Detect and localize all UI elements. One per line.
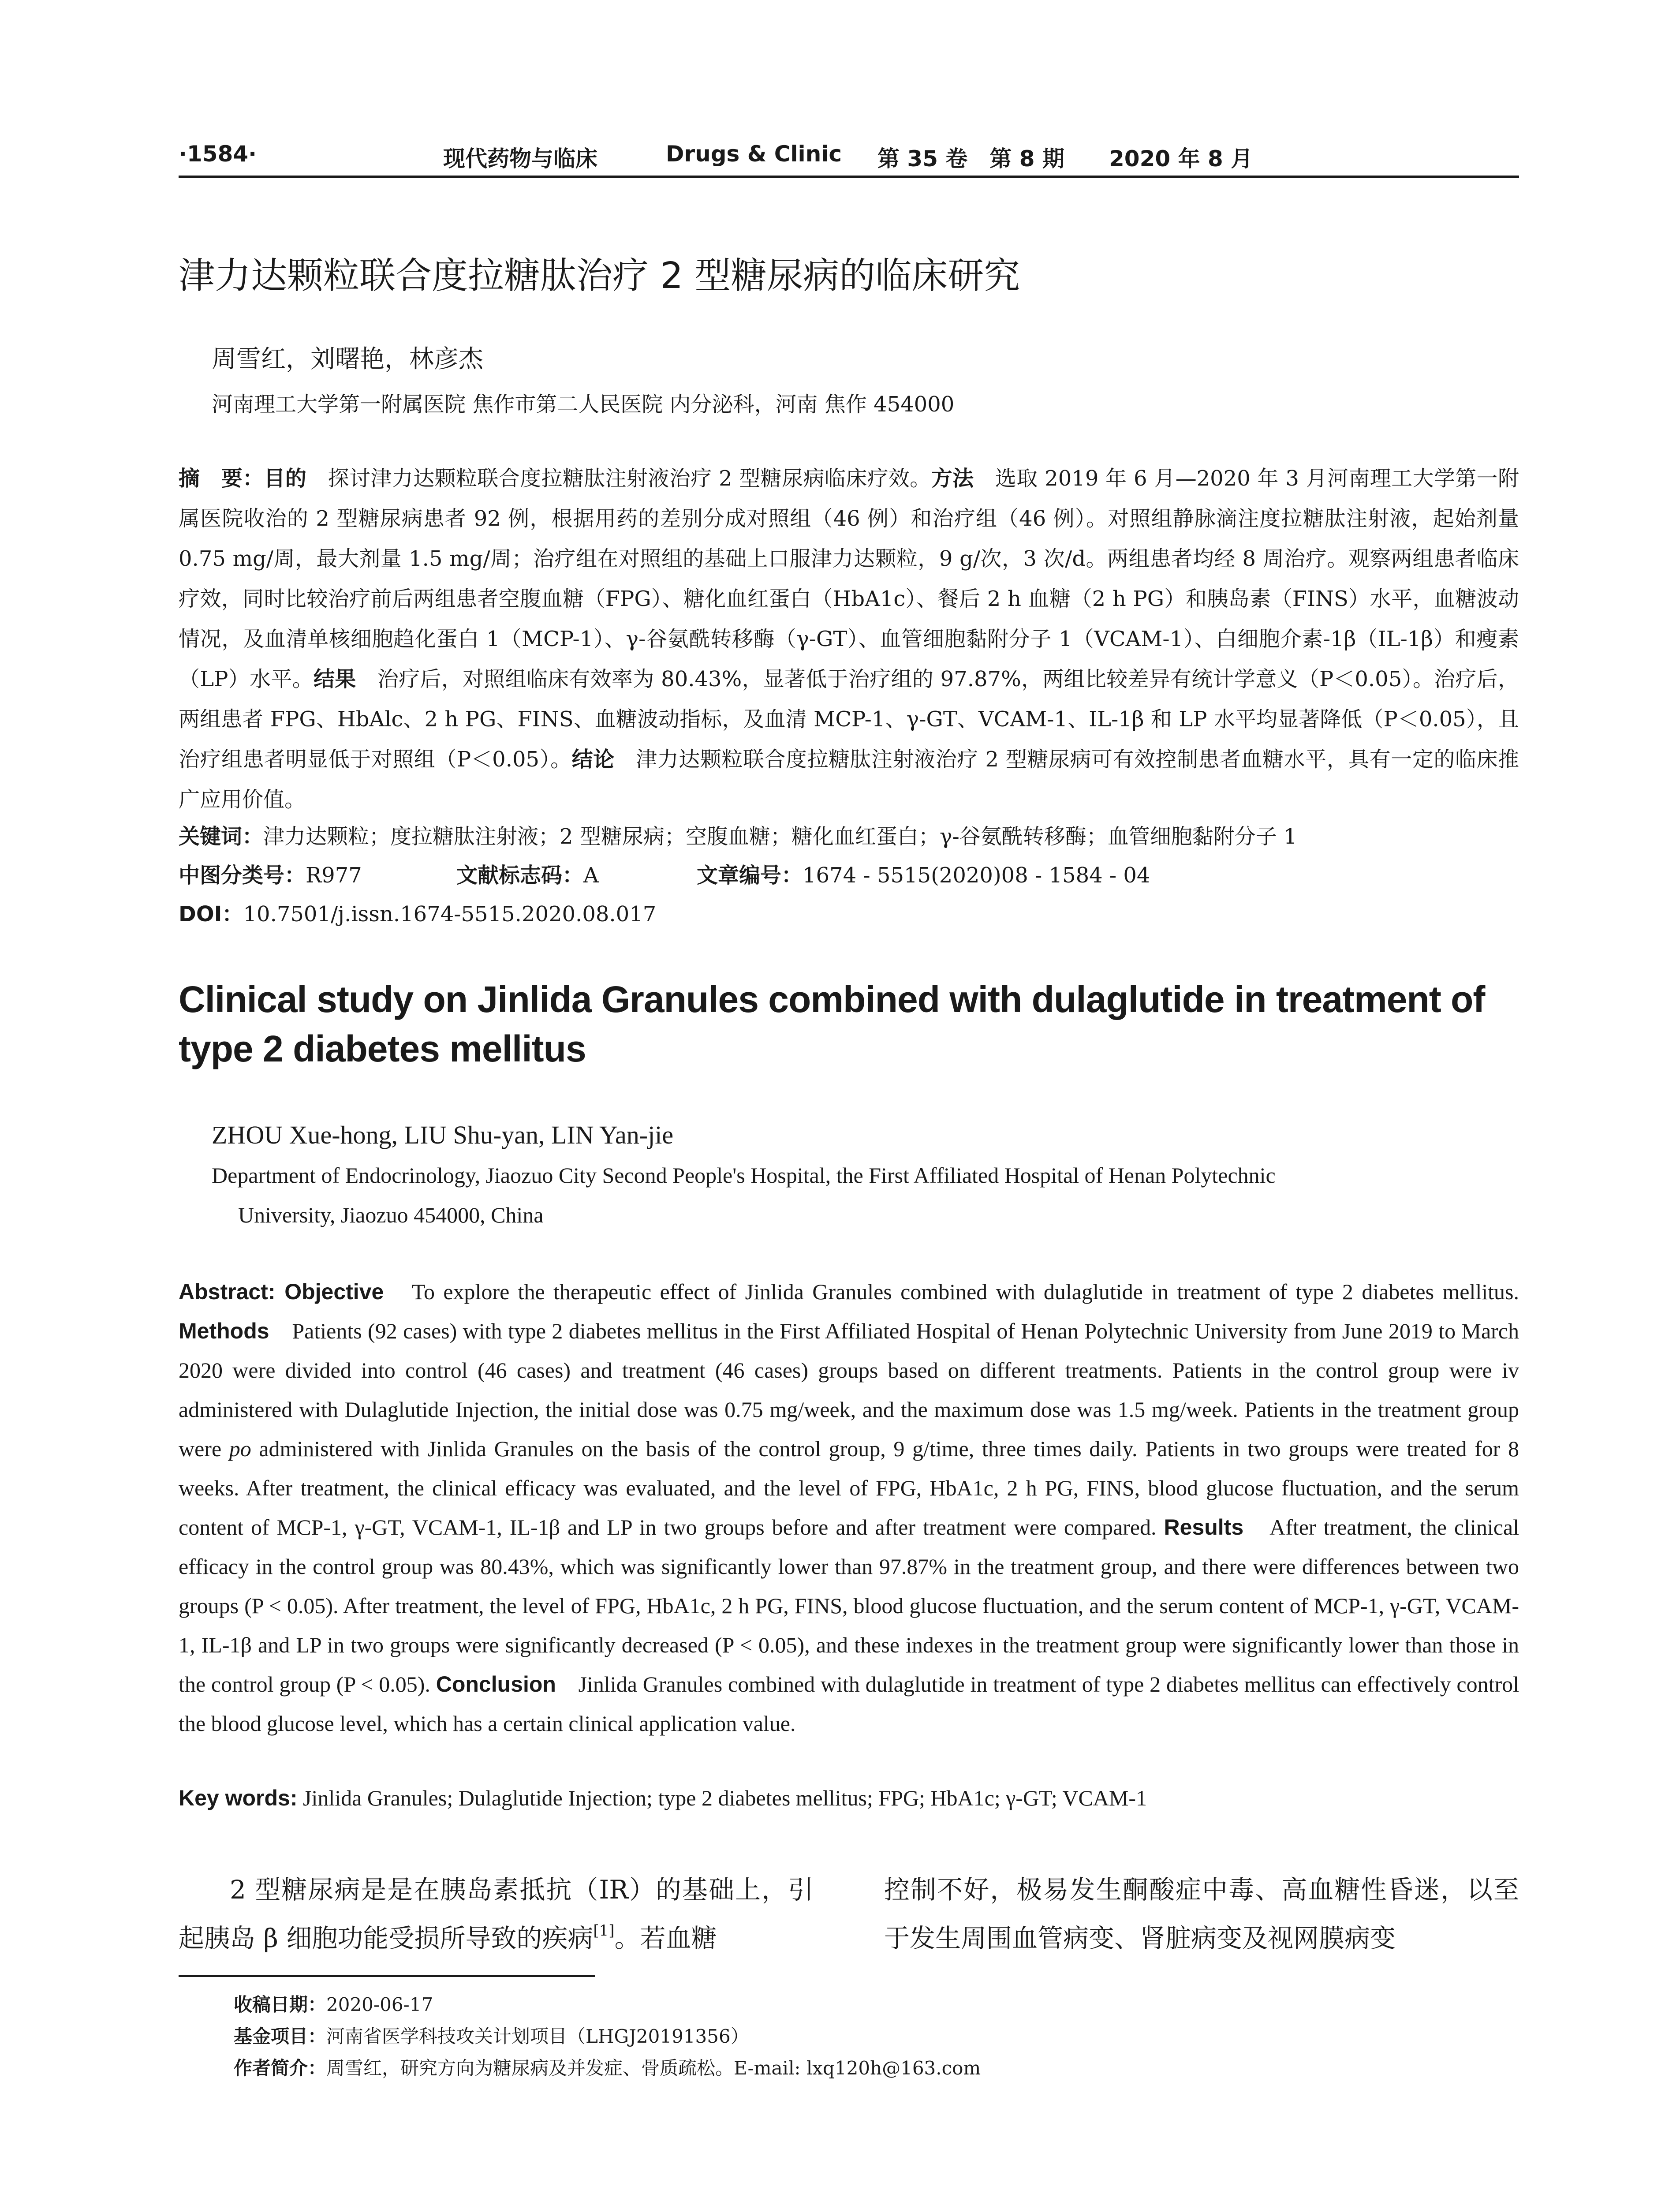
running-header xyxy=(179,141,1519,176)
clc-label: 中图分类号： xyxy=(179,863,306,888)
article-title-cn: 津力达颗粒联合度拉糖肽治疗 2 型糖尿病的临床研究 xyxy=(179,255,1020,297)
body-left-text-b: 。若血糖 xyxy=(614,1923,717,1953)
conclusion-text-cn: 津力达颗粒联合度拉糖肽注射液治疗 2 型糖尿病可有效控制患者血糖水平，具有一定的临床推广应用价值。 xyxy=(179,747,1519,812)
fund-label: 基金项目： xyxy=(234,2026,327,2047)
journal-name-en: Drugs & Clinic xyxy=(666,141,842,167)
abstract-en-label: Abstract: Objective xyxy=(179,1279,384,1304)
methods-text-en-b: administered with Jinlida Granules on the basis of the control group, 9 g/time, three times daily. Patients in two groups were treated for 8 weeks. After treatment, the clinical efficacy was evaluated, and the level of FPG, HbA1c, 2 h PG, FINS, blood glucose fluctuation, and the serum content of MCP-1, γ-GT, VCAM-1, IL-1β and LP in two groups before and after treatment were compared. xyxy=(179,1436,1519,1540)
results-text-cn: 治疗后，对照组临床有效率为 80.43%，显著低于治疗组的 97.87%，两组比较差异有统计学意义（P＜0.05）。治疗后，两组患者 FPG、HbAlc、2 h PG、FINS、血糖波动指标，及血清 MCP-1、γ-GT、VCAM-1、IL-1β 和 LP 水平均显著降低（P＜0.05），且治疗组患者明显低于对照组（P＜0.05）。 xyxy=(179,667,1519,772)
footnote-author xyxy=(234,2052,981,2084)
journal-name-cn: 现代药物与临床 xyxy=(443,146,597,172)
doi-value[interactable]: 10.7501/j.issn.1674-5515.2020.08.017 xyxy=(243,902,657,927)
footnote-received xyxy=(234,1989,981,2021)
author-bio-value: 周雪红，研究方向为糖尿病及并发症、骨质疏松。E-mail: lxq120h@163.com xyxy=(326,2057,981,2079)
conclusion-label-cn: 结论 xyxy=(571,747,615,772)
keywords-en-label: Key words: xyxy=(179,1786,298,1810)
fund-value: 河南省医学科技攻关计划项目（LHGJ20191356） xyxy=(326,2026,749,2047)
reference-citation[interactable]: [1] xyxy=(593,1922,615,1940)
footnote-rule xyxy=(179,1975,595,1977)
footnotes xyxy=(234,1989,981,2084)
page-number: ·1584· xyxy=(179,141,257,167)
affiliation-cn: 河南理工大学第一附属医院 焦作市第二人民医院 内分泌科，河南 焦作 454000 xyxy=(212,392,955,417)
article-title-en: Clinical study on Jinlida Granules combined with dulaglutide in treatment of type 2 diabetes mellitus xyxy=(179,979,1485,1069)
objective-label-cn: 目的 xyxy=(264,466,307,491)
doc-code-label: 文献标志码： xyxy=(456,863,584,888)
keywords-cn-value: 津力达颗粒；度拉糖肽注射液；2 型糖尿病；空腹血糖；糖化血红蛋白；γ-谷氨酰转移酶；血管细胞黏附分子 1 xyxy=(263,824,1297,849)
conclusion-label-en: Conclusion xyxy=(436,1672,556,1697)
objective-text-cn: 探讨津力达颗粒联合度拉糖肽注射液治疗 2 型糖尿病临床疗效。 xyxy=(306,466,931,491)
abstract-cn xyxy=(179,459,1519,820)
authors-en: ZHOU Xue-hong, LIU Shu-yan, LIN Yan-jie xyxy=(212,1121,674,1149)
article-number-label: 文章编号： xyxy=(697,863,803,888)
methods-label-en: Methods xyxy=(179,1319,269,1343)
results-label-en: Results xyxy=(1164,1515,1244,1540)
volume-issue: 第 35 卷 第 8 期 xyxy=(877,146,1064,172)
keywords-en xyxy=(179,1785,1147,1811)
article-number xyxy=(697,858,1150,889)
keywords-cn xyxy=(179,819,1297,850)
po-abbrev: po xyxy=(229,1436,251,1461)
methods-text-en-a: Patients (92 cases) with type 2 diabetes mellitus in the First Affiliated Hospital of Henan Polytechnic University from June 2019 to March 2020 were divided into control (46 cases) and treatment (46 cases) groups based on different treatments. Patients in the control group were iv administered with Dulaglutide Injection, the initial dose was 0.75 mg/week, and the maximum dose was 1.5 mg/week. Patients in the treatment group were xyxy=(179,1319,1519,1461)
abstract-cn-label: 摘 要： xyxy=(179,466,264,491)
header-rule xyxy=(179,176,1519,178)
issue-date: 2020 年 8 月 xyxy=(1109,146,1253,172)
keywords-cn-label: 关键词： xyxy=(179,824,264,849)
body-left-text-a: 2 型糖尿病是是在胰岛素抵抗（IR）的基础上，引起胰岛 β 细胞功能受损所导致的疾病 xyxy=(179,1875,814,1953)
footnote-fund xyxy=(234,2021,981,2052)
clc-number xyxy=(179,858,362,889)
results-text-en: After treatment, the clinical efficacy in the control group was 80.43%, which was significantly lower than 97.87% in the treatment group, and there were differences between two groups (P < 0.05). After treatment, the level of FPG, HbA1c, 2 h PG, FINS, blood glucose fluctuation, and the serum content of MCP-1, γ-GT, VCAM-1, IL-1β and LP in two groups were significantly decreased (P < 0.05), and these indexes in the treatment group were significantly lower than those in the control group (P < 0.05). xyxy=(179,1515,1519,1697)
conclusion-text-en: Jinlida Granules combined with dulaglutide in treatment of type 2 diabetes mellitus can effectively control the blood glucose level, which has a certain clinical application value. xyxy=(179,1672,1519,1736)
received-label: 收稿日期： xyxy=(234,1994,327,2015)
doc-code-value: A xyxy=(583,863,599,888)
author-bio-label: 作者简介： xyxy=(234,2057,327,2079)
methods-label-cn: 方法 xyxy=(931,466,974,491)
affiliation-en xyxy=(212,1155,1519,1235)
results-label-cn: 结果 xyxy=(313,667,356,691)
affiliation-en-line1: Department of Endocrinology, Jiaozuo City Second People's Hospital, the First Affiliated Hospital of Henan Polytechnic xyxy=(212,1163,1276,1188)
objective-text-en: To explore the therapeutic effect of Jinlida Granules combined with dulaglutide in treatment of type 2 diabetes mellitus. xyxy=(384,1279,1519,1304)
body-column-right: 控制不好，极易发生酮酸症中毒、高血糖性昏迷，以至于发生周围血管病变、肾脏病变及视网膜病变 xyxy=(884,1875,1519,1953)
authors-cn: 周雪红，刘曙艳，林彦杰 xyxy=(212,345,483,374)
doi-label: DOI： xyxy=(179,902,243,927)
clc-value: R977 xyxy=(306,863,362,888)
keywords-en-value: Jinlida Granules; Dulaglutide Injection; type 2 diabetes mellitus; FPG; HbA1c; γ-GT; VCAM-1 xyxy=(297,1786,1147,1810)
document-code xyxy=(456,858,599,889)
article-number-value: 1674 - 5515(2020)08 - 1584 - 04 xyxy=(803,863,1150,888)
body-column-left xyxy=(179,1865,814,1962)
received-value: 2020-06-17 xyxy=(326,1994,433,2015)
abstract-en xyxy=(179,1272,1519,1743)
doi-line xyxy=(179,897,656,927)
affiliation-en-line2: University, Jiaozuo 454000, China xyxy=(238,1203,544,1227)
methods-text-cn: 选取 2019 年 6 月—2020 年 3 月河南理工大学第一附属医院收治的 2 型糖尿病患者 92 例，根据用药的差别分成对照组（46 例）和治疗组（46 例）。对照组静脉滴注度拉糖肽注射液，起始剂量 0.75 mg/周，最大剂量 1.5 mg/周；治疗组在对照组的基础上口服津力达颗粒，9 g/次，3 次/d。两组患者均经 8 周治疗。观察两组患者临床疗效，同时比较治疗前后两组患者空腹血糖（FPG）、糖化血红蛋白（HbA1c）、餐后 2 h 血糖（2 h PG）和胰岛素（FINS）水平，血糖波动情况，及血清单核细胞趋化蛋白 1（MCP-1）、γ-谷氨酰转移酶（γ-GT）、血管细胞黏附分子 1（VCAM-1）、白细胞介素-1β（IL-1β）和瘦素（LP）水平。 xyxy=(179,466,1519,691)
